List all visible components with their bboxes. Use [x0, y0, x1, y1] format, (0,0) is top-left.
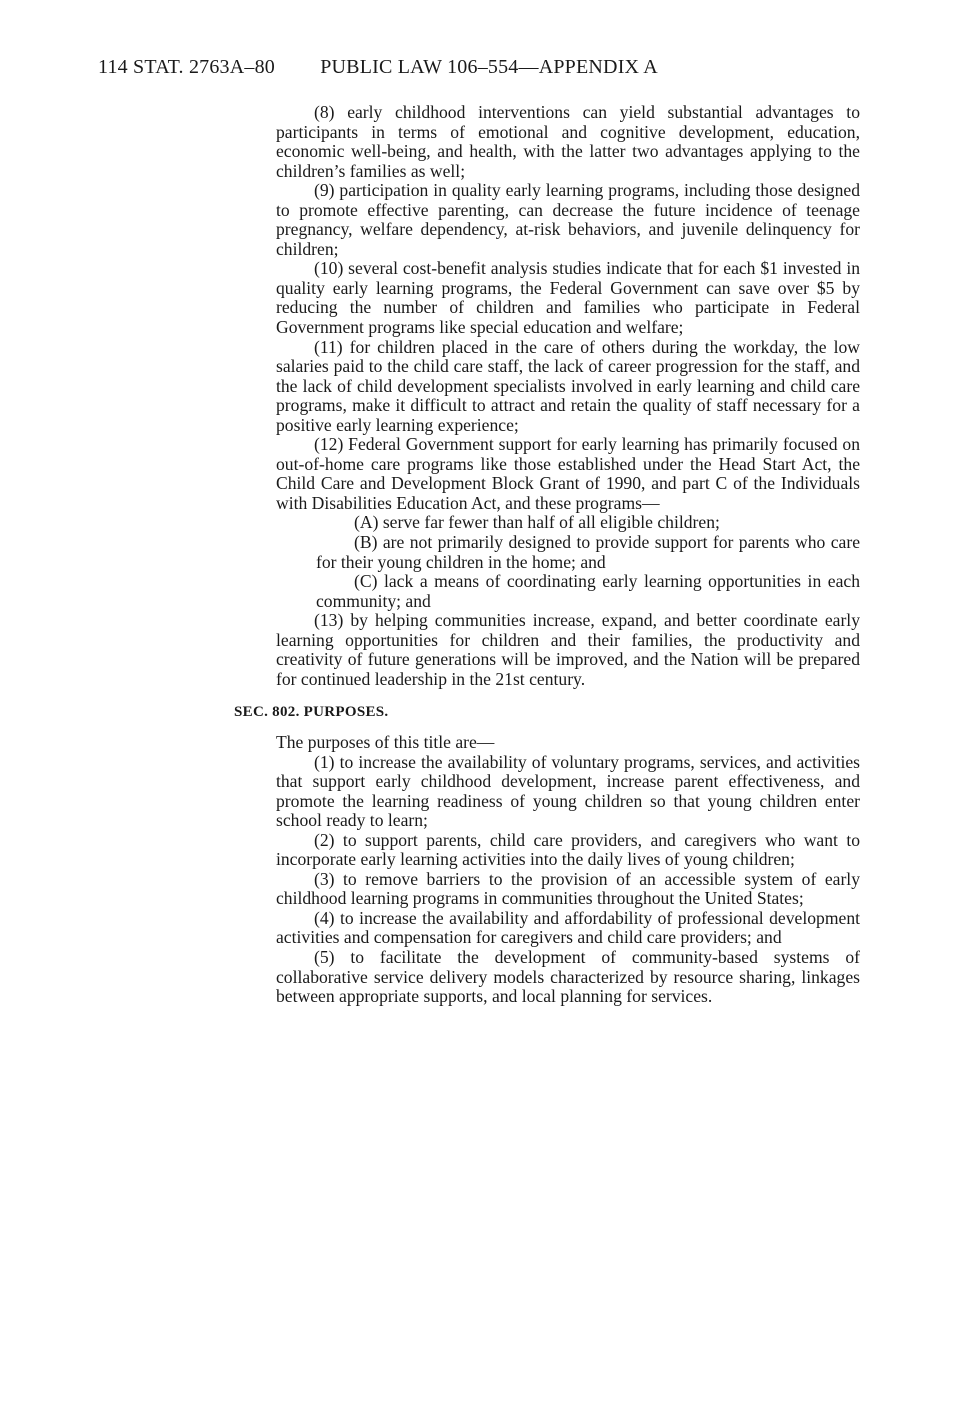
finding-12: (12) Federal Government support for early learning has primarily focused on out-of-home care programs like those established under the Head Start Act, the Child Care and Development Block Grant of 1990, and part C of the Individuals with Disabilities Education Act, and these programs— [276, 434, 860, 513]
finding-8: (8) early childhood interventions can yield substantial advantages to participants in terms of emotional and cognitive development, education, economic well-being, and health, with the latter two advantages applying to the children’s families as well; [276, 102, 860, 181]
finding-13: (13) by helping communities increase, expand, and better coordinate early learning opportunities for children and their families, the productivity and creativity of future generations will be improved, and the Nation will be prepared for continued leadership in the 21st century. [276, 610, 860, 689]
statute-citation: 114 STAT. 2763A–80 [98, 56, 275, 78]
document-body [234, 102, 860, 1007]
finding-12-subparagraph-b: (B) are not primarily designed to provide support for parents who care for their young children in the home; and [316, 532, 860, 572]
page-header [98, 56, 658, 79]
finding-10: (10) several cost-benefit analysis studies indicate that for each $1 invested in quality early learning programs, the Federal Government can save over $5 by reducing the number of children and families who participate in Federal Government programs like special education and welfare; [276, 258, 860, 338]
section-lead-in: The purposes of this title are— [276, 731, 495, 752]
purpose-2: (2) to support parents, child care providers, and caregivers who want to incorporate early learning activities into the daily lives of young children; [276, 829, 860, 870]
purpose-3: (3) to remove barriers to the provision of an accessible system of early childhood learning programs in communities throughout the United States; [276, 868, 860, 909]
purpose-4: (4) to increase the availability and affordability of professional development activities and compensation for caregivers and child care providers; and [276, 907, 860, 948]
finding-11: (11) for children placed in the care of others during the workday, the low salaries paid to the child care staff, the lack of career progression for the staff, and the lack of child development specialists involved in early learning and child care programs, make it difficult to attract and retain the quality of staff necessary for a positive early learning experience; [276, 336, 860, 435]
finding-12-subparagraph-c: (C) lack a means of coordinating early learning opportunities in each community; and [316, 571, 860, 611]
section-heading: SEC. 802. PURPOSES. [234, 704, 389, 721]
purpose-1: (1) to increase the availability of voluntary programs, services, and activities that support early childhood development, increase parent effectiveness, and promote the learning readiness of young children so that young children enter school ready to learn; [276, 751, 860, 831]
finding-9: (9) participation in quality early learning programs, including those designed to promote effective parenting, can decrease the future incidence of teenage pregnancy, welfare dependency, at-risk behaviors, and juvenile delinquency for children; [276, 180, 860, 259]
public-law-title: PUBLIC LAW 106–554—APPENDIX A [320, 56, 658, 78]
finding-12-subparagraph-a: (A) serve far fewer than half of all eligible children; [354, 512, 720, 533]
purpose-5: (5) to facilitate the development of community-based systems of collaborative service delivery models characterized by resource sharing, linkages between appropriate supports, and local planning for services. [276, 946, 860, 1007]
